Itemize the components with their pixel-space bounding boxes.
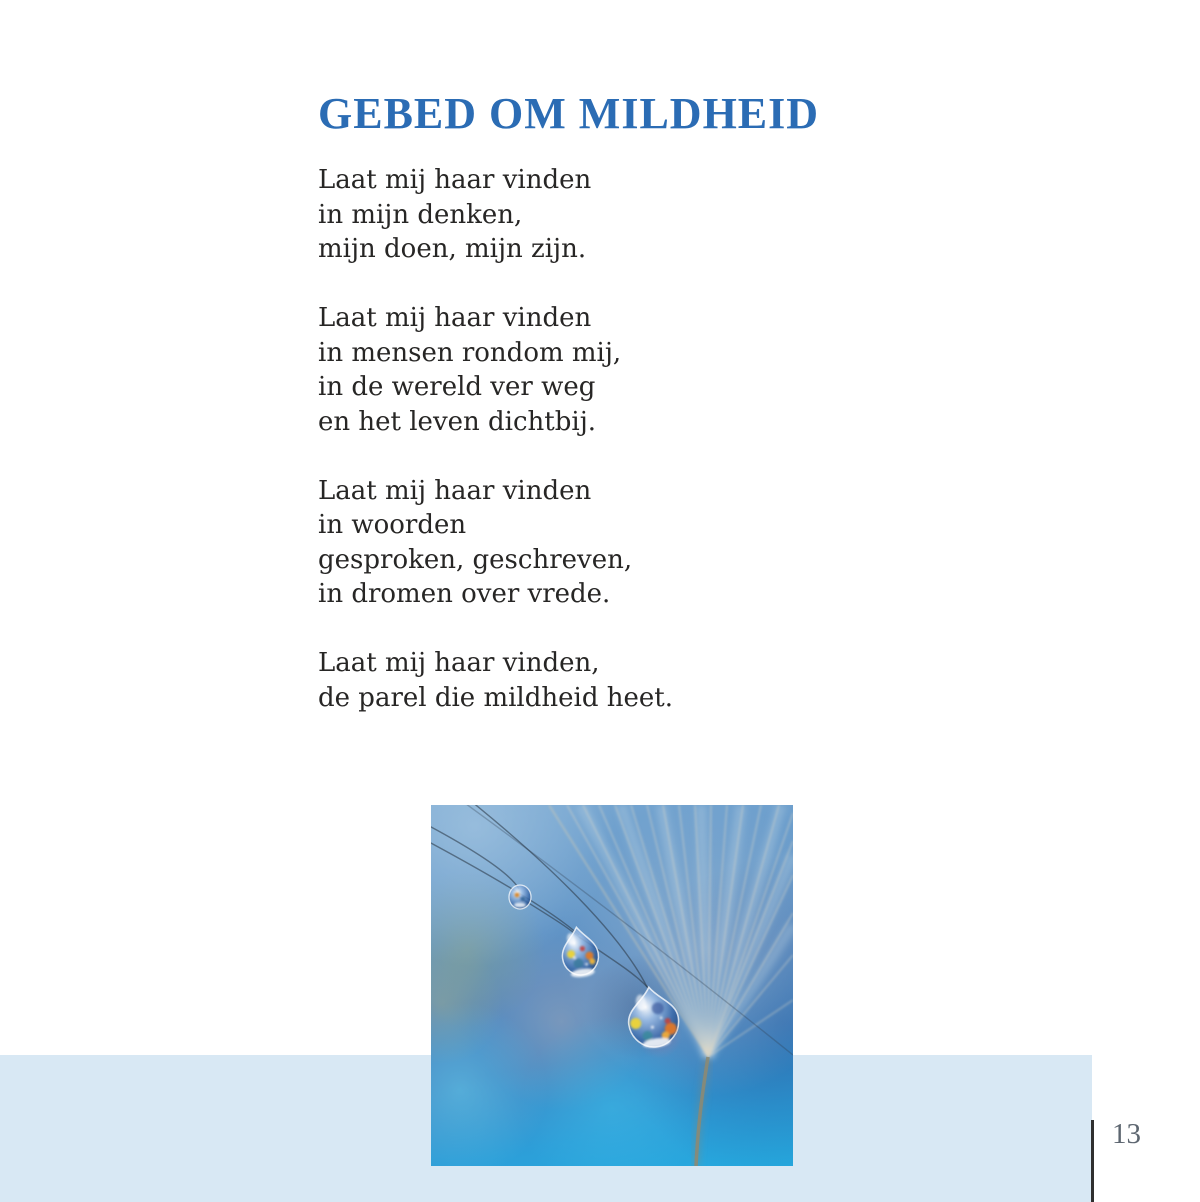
poem-line: Laat mij haar vinden — [318, 475, 592, 506]
page-number-rule — [1091, 1120, 1094, 1202]
stem — [696, 1057, 708, 1166]
poem — [318, 163, 673, 750]
poem-line: mijn doen, mijn zijn. — [318, 234, 587, 264]
poem-line: in mijn denken, — [318, 199, 523, 230]
poem-line: de parel die mildheid heet. — [318, 682, 673, 713]
poem-stanza-1 — [318, 163, 673, 267]
water-drop-medium — [559, 925, 602, 980]
poem-line: in mensen rondom mij, — [318, 337, 622, 368]
poem-stanza-3 — [318, 474, 673, 612]
poem-line: in woorden — [318, 510, 467, 540]
page-number: 13 — [1112, 1118, 1141, 1150]
poem-line: Laat mij haar vinden, — [318, 648, 600, 678]
poem-stanza-2 — [318, 301, 673, 439]
dewdrops-on-dandelion-seed-photo — [431, 805, 793, 1166]
poem-line: in de wereld ver weg — [318, 372, 596, 402]
page-title: GEBED OM MILDHEID — [318, 89, 820, 138]
poem-line: Laat mij haar vinden — [318, 303, 592, 333]
poem-line: gesproken, geschreven, — [318, 544, 633, 575]
water-drop-small — [509, 885, 531, 909]
poem-line: in dromen over vrede. — [318, 579, 611, 609]
poem-stanza-4 — [318, 646, 673, 715]
poem-line: en het leven dichtbij. — [318, 406, 597, 437]
photo-overlay — [431, 805, 793, 1166]
poem-line: Laat mij haar vinden — [318, 165, 592, 195]
